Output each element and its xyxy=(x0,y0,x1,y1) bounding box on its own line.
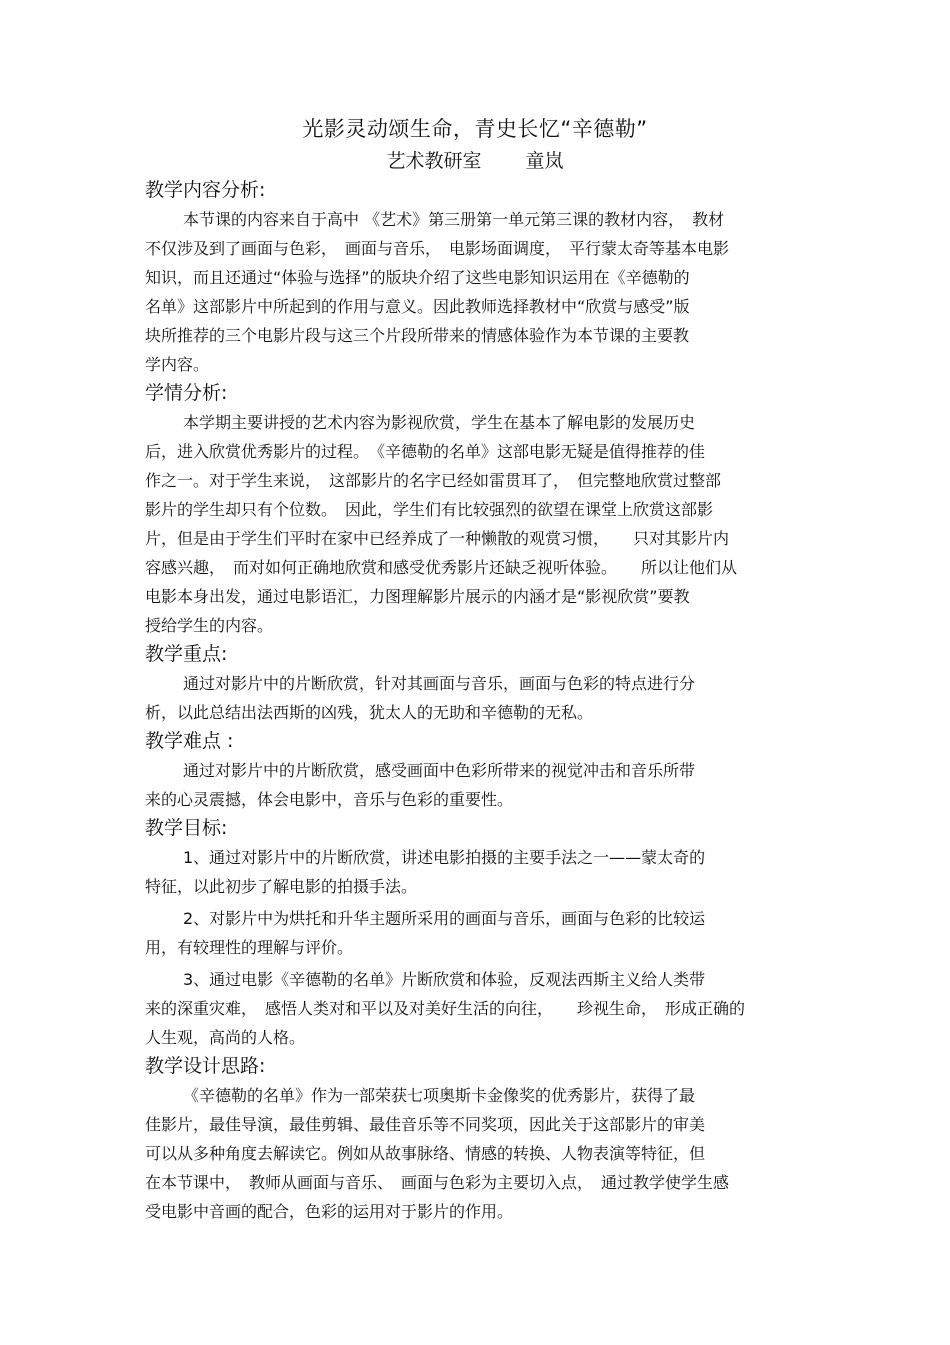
paragraph-line: 名单》这部影片中所起到的作用与意义。因此教师选择教材中“欣赏与感受”版 xyxy=(145,297,690,316)
section-heading: 教学重点: xyxy=(145,643,228,665)
paragraph-line: 用，有较理性的理解与评价。 xyxy=(145,938,354,957)
section-learner-analysis xyxy=(145,379,815,640)
document-title: 光影灵动颂生命，青史长忆“辛德勒” xyxy=(302,117,648,141)
paragraph-line: 受电影中音画的配合，色彩的运用对于影片的作用。 xyxy=(145,1202,514,1221)
document-subtitle xyxy=(0,147,950,175)
paragraph-line: 2、对影片中为烘托和升华主题所采用的画面与音乐，画面与色彩的比较运 xyxy=(183,909,706,928)
paragraph-line: 知识，而且还通过“体验与选择”的版块介绍了这些电影知识运用在《辛德勒的 xyxy=(145,268,690,287)
paragraph-line: 特征，以此初步了解电影的拍摄手法。 xyxy=(145,877,418,896)
document-body xyxy=(145,176,815,1226)
section-objectives xyxy=(145,814,815,1052)
paragraph-line: 来的心灵震撼，体会电影中，音乐与色彩的重要性。 xyxy=(145,790,514,809)
paragraph-line: 来的深重灾难， 感悟人类对和平以及对美好生活的向往， 珍视生命， 形成正确的 xyxy=(145,999,746,1018)
section-key-points xyxy=(145,640,815,727)
department-name: 艺术教研室 xyxy=(386,150,482,172)
paragraph-line: 影片的学生却只有个位数。 因此，学生们有比较强烈的欲望在课堂上欣赏这部影 xyxy=(145,500,714,519)
paragraph-line: 1、通过对影片中的片断欣赏，讲述电影拍摄的主要手法之一——蒙太奇的 xyxy=(183,848,706,867)
paragraph-line: 人生观，高尚的人格。 xyxy=(145,1028,306,1047)
paragraph-line: 电影本身出发，通过电影语汇，力图理解影片展示的内涵才是“影视欣赏”要教 xyxy=(145,587,690,606)
paragraph-line: 佳影片，最佳导演，最佳剪辑、最佳音乐等不同奖项，因此关于这部影片的审美 xyxy=(145,1115,706,1134)
section-heading: 教学难点 : xyxy=(145,730,234,752)
paragraph-line: 本节课的内容来自于高中 《艺术》第三册第一单元第三课的教材内容， 教材 xyxy=(183,210,725,229)
section-design-ideas xyxy=(145,1052,815,1226)
paragraph-line: 片，但是由于学生们平时在家中已经养成了一种懒散的观赏习惯， 只对其影片内 xyxy=(145,529,730,548)
paragraph-line: 通过对影片中的片断欣赏，针对其画面与音乐，画面与色彩的特点进行分 xyxy=(183,674,696,693)
section-difficulties xyxy=(145,727,815,814)
paragraph-line: 不仅涉及到了画面与色彩， 画面与音乐， 电影场面调度， 平行蒙太奇等基本电影 xyxy=(145,239,730,258)
paragraph-line: 容感兴趣， 而对如何正确地欣赏和感受优秀影片还缺乏视听体验。 所以让他们从 xyxy=(145,558,738,577)
paragraph-line: 可以从多种角度去解读它。例如从故事脉络、情感的转换、人物表演等特征，但 xyxy=(145,1144,706,1163)
paragraph-line: 通过对影片中的片断欣赏，感受画面中色彩所带来的视觉冲击和音乐所带 xyxy=(183,761,696,780)
author-name: 童岚 xyxy=(525,150,564,172)
section-heading: 教学目标: xyxy=(145,817,228,839)
paragraph-line: 后，进入欣赏优秀影片的过程。 《辛德勒的名单》这部电影无疑是值得推荐的佳 xyxy=(145,442,706,461)
section-heading: 学情分析: xyxy=(145,382,228,404)
paragraph-line: 学内容。 xyxy=(145,355,210,374)
paragraph-line: 3、通过电影《辛德勒的名单》片断欣赏和体验，反观法西斯主义给人类带 xyxy=(183,970,706,989)
section-content-analysis xyxy=(145,176,815,379)
paragraph-line: 本学期主要讲授的艺术内容为影视欣赏，学生在基本了解电影的发展历史 xyxy=(183,413,696,432)
paragraph-line: 析，以此总结出法西斯的凶残，犹太人的无助和辛德勒的无私。 xyxy=(145,703,594,722)
paragraph-line: 作之一。对于学生来说， 这部影片的名字已经如雷贯耳了， 但完整地欣赏过整部 xyxy=(145,471,722,490)
paragraph-line: 授给学生的内容。 xyxy=(145,616,274,635)
paragraph-line: 块所推荐的三个电影片段与这三个片段所带来的情感体验作为本节课的主要教 xyxy=(145,326,690,345)
section-heading: 教学设计思路: xyxy=(145,1055,266,1077)
paragraph-line: 在本节课中， 教师从画面与音乐、 画面与色彩为主要切入点， 通过教学使学生感 xyxy=(145,1173,730,1192)
paragraph-line: 《辛德勒的名单》作为一部荣获七项奥斯卡金像奖的优秀影片，获得了最 xyxy=(183,1086,696,1105)
section-heading: 教学内容分析: xyxy=(145,179,266,201)
